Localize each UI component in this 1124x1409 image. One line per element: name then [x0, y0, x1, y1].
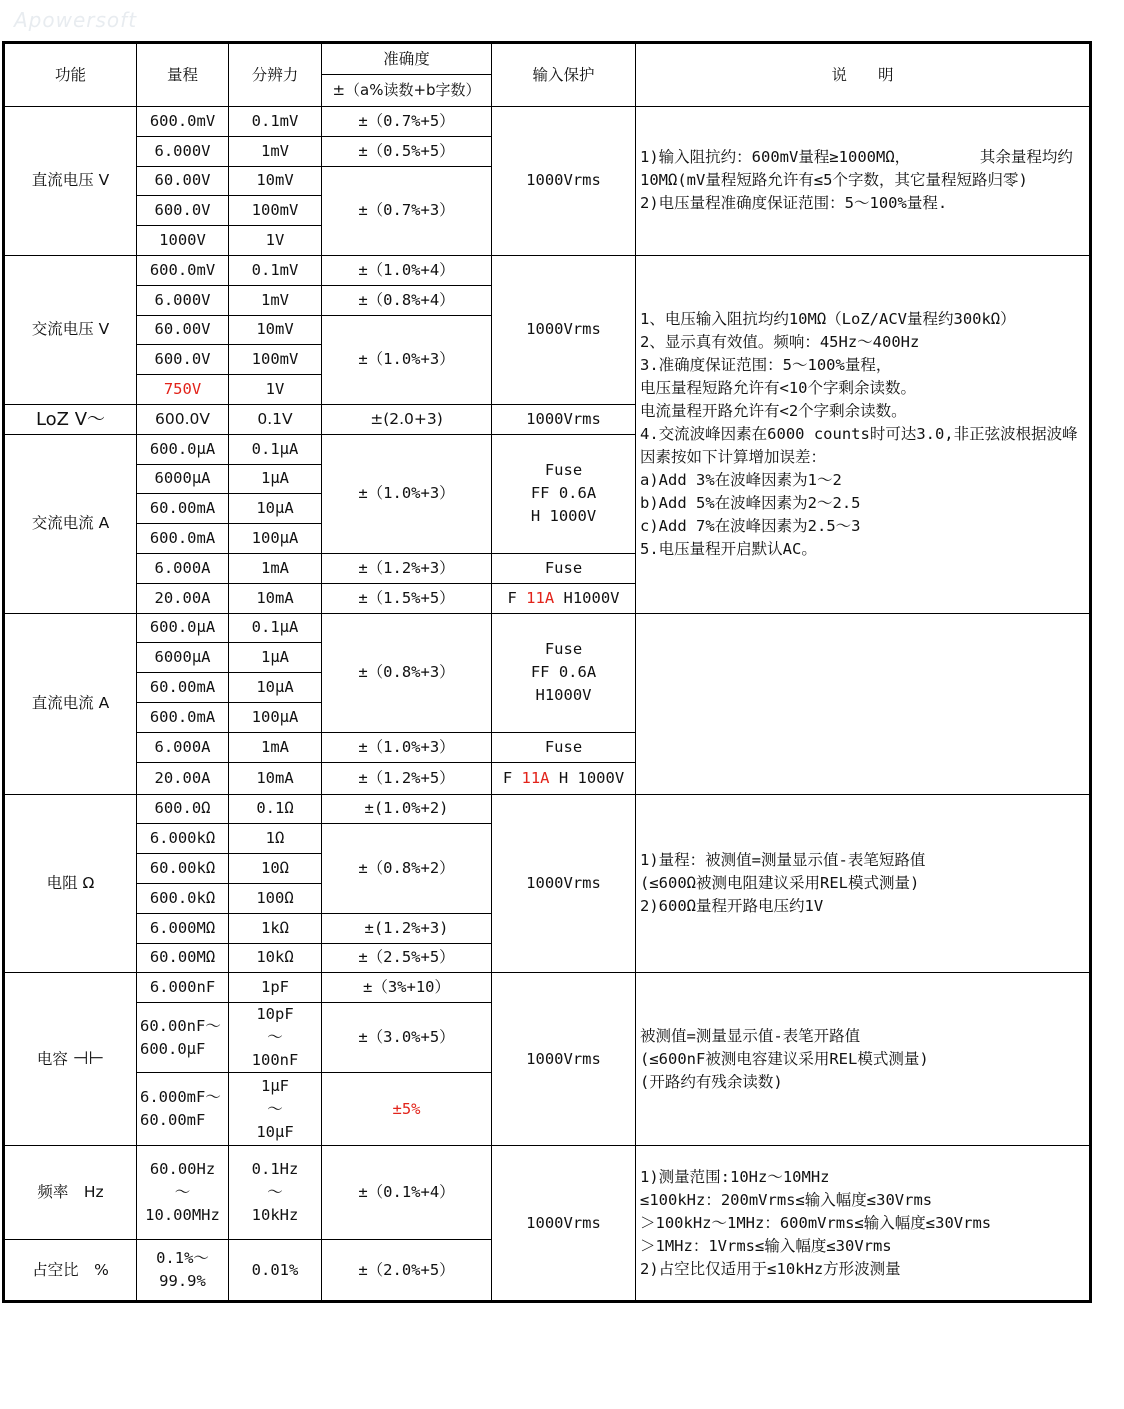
accuracy-cell: ±（0.5%+5） — [322, 136, 492, 166]
note-dc-current — [636, 613, 1091, 794]
accuracy-cell: ±（0.1%+4） — [322, 1146, 492, 1240]
resolution-cell — [229, 1073, 322, 1146]
range-line: 60.00nF～ — [140, 1016, 221, 1035]
resolution-cell: 10mV — [229, 166, 322, 196]
resolution-cell: 1μA — [229, 643, 322, 673]
resolution-cell: 0.1V — [229, 404, 322, 434]
resolution-cell: 0.01% — [229, 1240, 322, 1302]
note-resistance: 1)量程：被测值=测量显示值-表笔短路值 (≤600Ω被测电阻建议采用REL模式测量) 2)600Ω量程开路电压约1V — [636, 794, 1091, 973]
fuse-rating: FF 0.6A — [530, 663, 597, 682]
func-frequency: 频率 Hz — [4, 1146, 137, 1240]
accuracy-cell: ±（3%+10） — [322, 973, 492, 1003]
accuracy-cell: ±（1.0%+3） — [322, 315, 492, 404]
spec-table — [2, 41, 1092, 1303]
resolution-cell: 10μA — [229, 673, 322, 703]
range-cell: 600.0mV — [137, 107, 229, 137]
fuse-current: 11A — [526, 588, 555, 607]
fuse-rating-cell — [492, 583, 636, 613]
range-cell — [137, 1073, 229, 1146]
resolution-cell: 10mA — [229, 583, 322, 613]
resolution-cell: 100Ω — [229, 883, 322, 913]
range-cell: 600.0kΩ — [137, 883, 229, 913]
resolution-cell: 1mA — [229, 553, 322, 583]
range-cell: 60.00MΩ — [137, 943, 229, 973]
accuracy-cell: ±（2.5%+5） — [322, 943, 492, 973]
resolution-cell: 1pF — [229, 973, 322, 1003]
res-line: 1μF — [261, 1076, 289, 1095]
note-dc-voltage: 1)输入阻抗约：600mV量程≥1000MΩ， 其余量程均约10MΩ(mV量程短路允许有≤5个字数，其它量程短路归零) 2)电压量程准确度保证范围：5～100%量程. — [636, 107, 1091, 256]
range-line: 99.9% — [159, 1272, 206, 1291]
range-cell: 20.00A — [137, 762, 229, 794]
range-cell: 60.00kΩ — [137, 854, 229, 884]
res-line: 100nF — [251, 1051, 299, 1070]
fuse-suffix: H 1000V — [549, 768, 625, 787]
fuse-label: Fuse — [544, 640, 583, 659]
resolution-cell: 10μA — [229, 494, 322, 524]
resolution-cell: 100mV — [229, 345, 322, 375]
resolution-cell: 1V — [229, 375, 322, 405]
fuse-suffix: H1000V — [554, 588, 620, 607]
header-function: 功能 — [4, 43, 137, 107]
range-cell: 60.00mA — [137, 494, 229, 524]
fuse-cell — [492, 613, 636, 732]
accuracy-cell: ±（0.8%+4） — [322, 285, 492, 315]
capacitor-icon: ⊣⊢ — [72, 1048, 105, 1070]
accuracy-cell: ±（0.7%+3） — [322, 166, 492, 255]
fuse-label: Fuse — [492, 553, 636, 583]
range-cell: 600.0μA — [137, 434, 229, 464]
protection-cell: 1000Vrms — [492, 107, 636, 256]
range-cell — [137, 1003, 229, 1073]
resolution-cell: 1Ω — [229, 824, 322, 854]
range-cell: 6.000MΩ — [137, 913, 229, 943]
range-cell: 6.000kΩ — [137, 824, 229, 854]
range-cell — [137, 1146, 229, 1240]
accuracy-cell: ±(2.0+3) — [322, 404, 492, 434]
resolution-cell: 100μA — [229, 702, 322, 732]
range-line: ～ — [174, 1183, 191, 1202]
range-cell: 60.00mA — [137, 673, 229, 703]
accuracy-cell: ±（1.5%+5） — [322, 583, 492, 613]
range-line: 10.00MHz — [145, 1206, 220, 1225]
header-resolution: 分辨力 — [229, 43, 322, 107]
res-line: 10pF — [256, 1005, 294, 1024]
range-cell: 6.000nF — [137, 973, 229, 1003]
header-range: 量程 — [137, 43, 229, 107]
resolution-cell: 0.1mV — [229, 107, 322, 137]
protection-cell: 1000Vrms — [492, 404, 636, 434]
resolution-cell: 1V — [229, 226, 322, 256]
range-cell: 6.000A — [137, 732, 229, 762]
resolution-cell: 100mV — [229, 196, 322, 226]
func-resistance: 电阻 Ω — [4, 794, 137, 973]
resolution-cell — [229, 1146, 322, 1240]
range-cell: 6000μA — [137, 643, 229, 673]
resolution-cell: 10mV — [229, 315, 322, 345]
accuracy-cell: ±（1.2%+5） — [322, 762, 492, 794]
protection-cell: 1000Vrms — [492, 794, 636, 973]
accuracy-cell: ±（0.7%+5） — [322, 107, 492, 137]
range-cell: 6.000V — [137, 285, 229, 315]
range-cell: 1000V — [137, 226, 229, 256]
fuse-prefix: F — [507, 588, 527, 607]
fuse-voltage: H1000V — [535, 686, 592, 705]
range-cell: 600.0mA — [137, 702, 229, 732]
res-line: 0.1Hz — [251, 1160, 299, 1179]
resolution-cell: 0.1mV — [229, 255, 322, 285]
resolution-cell: 1mV — [229, 285, 322, 315]
resolution-cell: 1μA — [229, 464, 322, 494]
protection-cell: 1000Vrms — [492, 1146, 636, 1302]
accuracy-cell: ±(1.2%+3) — [322, 913, 492, 943]
range-cell: 600.0V — [137, 196, 229, 226]
fuse-current: 11A — [521, 768, 550, 787]
fuse-prefix: F — [502, 768, 522, 787]
accuracy-cell: ±（1.0%+3） — [322, 732, 492, 762]
range-cell: 60.00V — [137, 315, 229, 345]
range-line: 600.0μF — [140, 1039, 206, 1058]
header-accuracy-formula: ±（a%读数+b字数） — [322, 75, 492, 107]
accuracy-cell: ±（2.0%+5） — [322, 1240, 492, 1302]
range-line: 60.00Hz — [149, 1160, 216, 1179]
fuse-label: Fuse — [544, 461, 583, 480]
note-frequency: 1)测量范围:10Hz～10MHz ≤100kHz：200mVrms≤输入幅度≤30Vrms ＞100kHz～1MHz：600mVrms≤输入幅度≤30Vrms ＞1MHz：1Vrms≤输入幅度≤30Vrms 2)占空比仅适用于≤10kHz方形波测量 — [636, 1146, 1091, 1302]
fuse-rating: FF 0.6A — [530, 484, 597, 503]
protection-cell: 1000Vrms — [492, 255, 636, 404]
resolution-cell: 1mA — [229, 732, 322, 762]
accuracy-cell: ±（1.0%+4） — [322, 255, 492, 285]
res-line: 10kHz — [251, 1206, 299, 1225]
res-line: ～ — [267, 1183, 283, 1202]
func-loz: LoZ V～ — [4, 404, 137, 434]
range-line: 0.1%～ — [156, 1249, 209, 1268]
resolution-cell: 10mA — [229, 762, 322, 794]
range-cell: 6000μA — [137, 464, 229, 494]
accuracy-cell: ±（3.0%+5） — [322, 1003, 492, 1073]
accuracy-cell: ±（1.2%+3） — [322, 553, 492, 583]
header-input-protection: 输入保护 — [492, 43, 636, 107]
func-dc-voltage: 直流电压 V — [4, 107, 137, 256]
res-line: ～ — [267, 1099, 283, 1118]
protection-cell: 1000Vrms — [492, 973, 636, 1146]
header-accuracy: 准确度 — [322, 43, 492, 75]
accuracy-cell: ±(1.0%+2) — [322, 794, 492, 824]
accuracy-cell-highlight: ±5% — [322, 1073, 492, 1146]
resolution-cell: 1mV — [229, 136, 322, 166]
res-line: 10μF — [256, 1122, 294, 1141]
range-cell: 600.0V — [137, 404, 229, 434]
range-cell: 600.0V — [137, 345, 229, 375]
fuse-rating-cell — [492, 762, 636, 794]
range-cell: 600.0mV — [137, 255, 229, 285]
range-cell: 6.000A — [137, 553, 229, 583]
range-line: 60.00mF — [140, 1111, 206, 1130]
resolution-cell: 1kΩ — [229, 913, 322, 943]
resolution-cell: 0.1μA — [229, 613, 322, 643]
range-cell: 600.0mA — [137, 524, 229, 554]
range-cell — [137, 1240, 229, 1302]
fuse-label: Fuse — [492, 732, 636, 762]
func-duty-cycle: 占空比 % — [4, 1240, 137, 1302]
resolution-cell: 0.1μA — [229, 434, 322, 464]
func-dc-current: 直流电流 A — [4, 613, 137, 794]
range-cell: 600.0Ω — [137, 794, 229, 824]
accuracy-cell: ±（1.0%+3） — [322, 434, 492, 553]
range-cell-highlight: 750V — [137, 375, 229, 405]
range-cell: 600.0μA — [137, 613, 229, 643]
range-line: 6.000mF～ — [140, 1088, 221, 1107]
accuracy-cell: ±（0.8%+2） — [322, 824, 492, 913]
fuse-cell — [492, 434, 636, 553]
func-ac-voltage: 交流电压 V — [4, 255, 137, 404]
fuse-voltage: H 1000V — [530, 507, 597, 526]
func-ac-current: 交流电流 A — [4, 434, 137, 613]
resolution-cell: 0.1Ω — [229, 794, 322, 824]
resolution-cell: 10kΩ — [229, 943, 322, 973]
resolution-cell: 100μA — [229, 524, 322, 554]
func-capacitance — [4, 973, 137, 1146]
range-cell: 20.00A — [137, 583, 229, 613]
accuracy-cell: ±（0.8%+3） — [322, 613, 492, 732]
header-notes: 说 明 — [636, 43, 1091, 107]
capacitance-label: 电容 — [36, 1050, 68, 1069]
note-capacitance: 被测值=测量显示值-表笔开路值 (≤600nF被测电容建议采用REL模式测量) (开路约有残余读数) — [636, 973, 1091, 1146]
resolution-cell — [229, 1003, 322, 1073]
range-cell: 60.00V — [137, 166, 229, 196]
watermark: Apowersoft — [14, 8, 138, 32]
resolution-cell: 10Ω — [229, 854, 322, 884]
res-line: ～ — [267, 1028, 283, 1047]
note-ac: 1、电压输入阻抗均约10MΩ（LoZ/ACV量程约300kΩ） 2、显示真有效值。频响：45Hz～400Hz 3.准确度保证范围：5～100%量程， 电压量程短路允许有<10个字剩余读数。 电流量程开路允许有<2个字剩余读数。 4.交流波峰因素在6000 counts时可达3.0,非正弦波根据波峰因素按如下计算增加误差： a)Add 3%在波峰因素为1～2 b)Add 5%在波峰因素为2～2.5 c)Add 7%在波峰因素为2.5～3 5.电压量程开启默认AC。 — [636, 255, 1091, 613]
range-cell: 6.000V — [137, 136, 229, 166]
